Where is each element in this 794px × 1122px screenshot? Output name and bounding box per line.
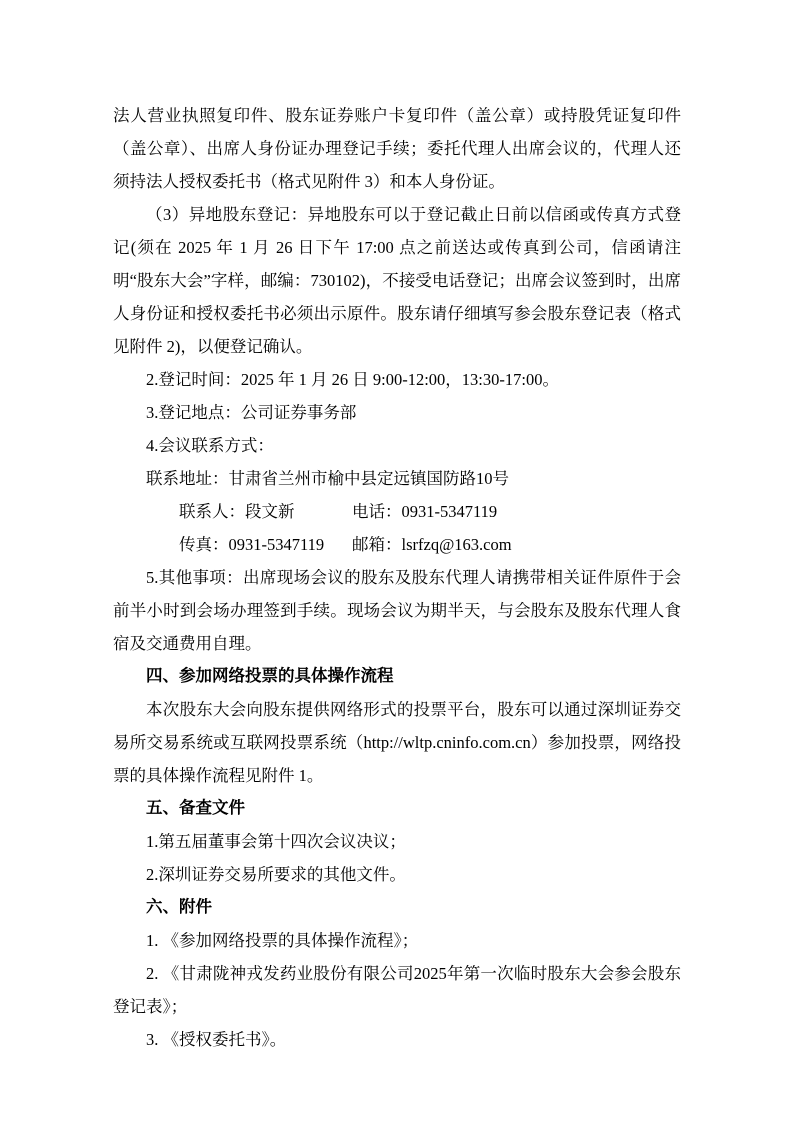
paragraph-registration-carryover: 法人营业执照复印件、股东证券账户卡复印件（盖公章）或持股凭证复印件（盖公章）、出席人身份证办理登记手续；委托代理人出席会议的，代理人还须持法人授权委托书（格式见附件 3）和本人身份证。: [113, 106, 681, 191]
paragraph-registration-time: 2.登记时间：2025 年 1 月 26 日 9:00-12:00，13:30-17:00。: [146, 370, 559, 389]
paragraph-attachment-3: 3. 《授权委托书》。: [146, 1030, 287, 1049]
section-heading-attachments: 六、附件: [146, 898, 212, 916]
paragraph-other-matters: 5.其他事项：出席现场会议的股东及股东代理人请携带相关证件原件于会前半小时到会场办理签到手续。现场会议为期半天，与会股东及股东代理人食宿及交通费用自理。: [113, 568, 681, 653]
contact-email: 邮箱：lsrfzq@163.com: [352, 535, 512, 554]
paragraph-online-voting: 本次股东大会向股东提供网络形式的投票平台，股东可以通过深圳证券交易所交易系统或互联网投票系统（http://wltp.cninfo.com.cn）参加投票，网络投票的具体操作流程见附件 1。: [113, 700, 681, 785]
section-heading-online-voting: 四、参加网络投票的具体操作流程: [146, 667, 394, 685]
contact-row-fax-email: [113, 528, 681, 561]
paragraph-contact-address: 联系地址：甘肃省兰州市榆中县定远镇国防路10号: [146, 469, 509, 488]
paragraph-reference-doc-1: 1.第五届董事会第十四次会议决议；: [146, 832, 406, 851]
contact-fax: 传真：0931-5347119: [179, 535, 325, 554]
contact-row-person-phone: [113, 495, 681, 528]
paragraph-reference-doc-2: 2.深圳证券交易所要求的其他文件。: [146, 865, 406, 884]
section-heading-reference-documents: 五、备查文件: [146, 799, 245, 817]
paragraph-attachment-1: 1. 《参加网络投票的具体操作流程》；: [146, 931, 419, 950]
contact-phone: 电话：0931-5347119: [352, 502, 498, 521]
paragraph-registration-place: 3.登记地点：公司证券事务部: [146, 403, 357, 422]
contact-person: 联系人：段文新: [179, 502, 295, 521]
paragraph-attachment-2: 2. 《甘肃陇神戎发药业股份有限公司2025年第一次临时股东大会参会股东登记表》；: [113, 964, 681, 1016]
paragraph-remote-shareholder-registration: （3）异地股东登记：异地股东可以于登记截止日前以信函或传真方式登记(须在 2025 年 1 月 26 日下午 17:00 点之前送达或传真到公司，信函请注明“股东大会”字样，邮编：730102)，不接受电话登记；出席会议签到时，出席人身份证和授权委托书必须出示原件。股东请仔细填写参会股东登记表（格式见附件 2)，以便登记确认。: [113, 205, 681, 356]
paragraph-contact-heading: 4.会议联系方式：: [146, 436, 274, 455]
